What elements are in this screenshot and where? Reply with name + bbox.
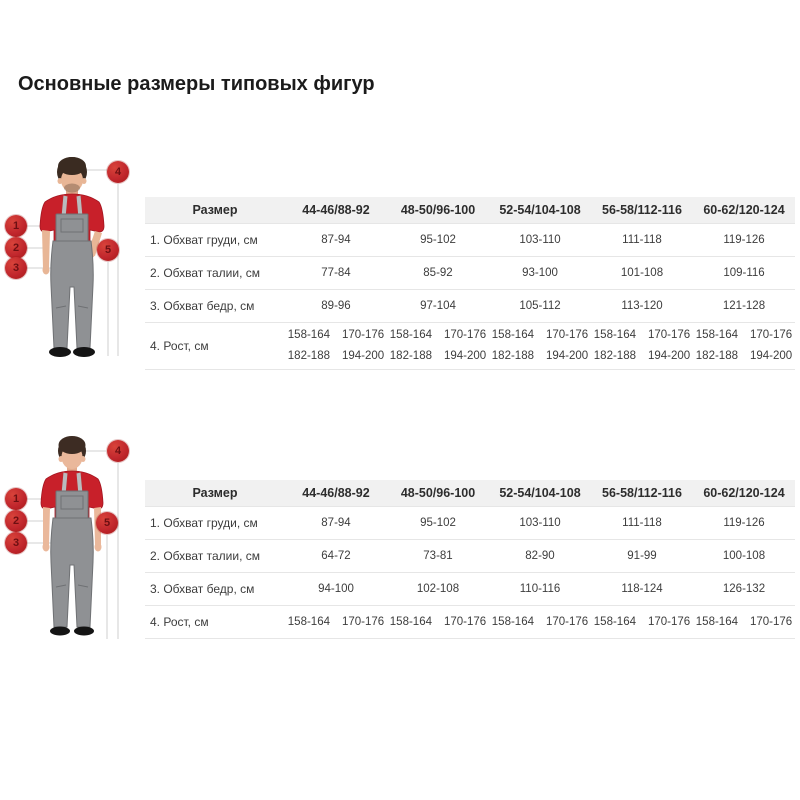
measurement-value-cell [489,540,591,573]
measure-marker-5: 5 [96,512,118,534]
measurement-value-cell [489,606,591,639]
measurement-value: 105-112 [519,299,561,312]
measurement-label: 4. Рост, см [145,323,285,370]
measurement-value: 158-164 [695,329,738,341]
measurement-value: 110-116 [519,582,561,595]
measurement-row [145,573,795,606]
measurement-value-cell [489,290,591,323]
measurement-value: 182-188 [695,350,738,362]
measurement-value-cell [591,573,693,606]
measurement-value: 170-176 [444,615,487,628]
measurement-value: 158-164 [593,615,636,628]
women-figure-block [0,415,140,650]
measurement-value-cell [591,507,693,540]
measurement-value: 194-200 [342,350,385,362]
measurement-value: 121-128 [722,299,766,312]
measurement-value: 194-200 [750,350,793,362]
measurement-value: 170-176 [444,329,487,341]
measurement-label: 2. Обхват талии, см [145,540,285,573]
measurement-value-cell [489,323,591,370]
measurement-value: 64-72 [321,549,351,562]
measurement-value: 194-200 [444,350,487,362]
size-table-header-row [145,197,795,224]
measurement-value-cell [285,257,387,290]
measurement-value: 119-126 [723,516,765,529]
measurement-value-cell [693,290,795,323]
measurement-value-cell [693,606,795,639]
measurement-value: 87-94 [321,516,351,529]
measurement-value-cell [591,323,693,370]
measurement-value: 102-108 [416,582,460,595]
measurement-value: 182-188 [491,350,534,362]
page-title: Основные размеры типовых фигур [18,73,375,95]
measurement-value-cell [489,573,591,606]
measurement-value-cell [387,573,489,606]
measurement-value: 182-188 [389,350,432,362]
size-column-header: 44-46/88-92 [285,197,387,224]
measure-marker-3: 3 [5,257,27,279]
measurement-label: 1. Обхват груди, см [145,224,285,257]
measurement-value: 158-164 [491,615,534,628]
measurement-value: 170-176 [342,329,385,341]
measurement-value: 95-102 [420,233,456,246]
size-column-header: 48-50/96-100 [387,480,489,507]
measurement-value: 113-120 [621,299,663,312]
measurement-value: 158-164 [593,329,636,341]
measurement-value: 111-118 [622,516,662,529]
measurement-value: 95-102 [420,516,456,529]
measurement-value: 73-81 [423,549,453,562]
measurement-value-cell [387,606,489,639]
size-column-header: 60-62/120-124 [693,197,795,224]
measurement-value: 170-176 [750,329,793,341]
measurement-value: 103-110 [519,516,561,529]
measurement-row [145,323,795,370]
measurement-value-cell [591,540,693,573]
measurement-value-cell [693,224,795,257]
measurement-value: 158-164 [491,329,534,341]
measurement-value-cell [285,323,387,370]
measurement-value: 194-200 [648,350,691,362]
size-table-header-row [145,480,795,507]
measurement-value: 158-164 [695,615,738,628]
measurement-value: 103-110 [519,233,561,246]
measurement-label: 1. Обхват груди, см [145,507,285,540]
measurement-value: 93-100 [522,266,558,279]
women-size-table [145,480,795,639]
measurement-value: 170-176 [546,615,589,628]
measurement-value: 89-96 [321,299,351,312]
measurement-value-cell [693,507,795,540]
measurement-value-cell [693,323,795,370]
measure-marker-2: 2 [5,510,27,532]
measurement-value: 126-132 [722,582,766,595]
measurement-value-cell [387,290,489,323]
size-column-header: 60-62/120-124 [693,480,795,507]
measurement-value-cell [489,257,591,290]
size-column-header: 56-58/112-116 [591,480,693,507]
size-header-label: Размер [145,480,285,507]
measurement-value: 94-100 [318,582,354,595]
men-figure-block [0,140,140,370]
measurement-value: 100-108 [722,549,766,562]
measurement-value: 109-116 [723,266,765,279]
measure-marker-5: 5 [97,239,119,261]
measure-marker-3: 3 [5,532,27,554]
measurement-value: 158-164 [287,329,330,341]
measurement-value: 118-124 [621,582,663,595]
measurement-row [145,540,795,573]
measurement-label: 4. Рост, см [145,606,285,639]
measurement-label: 2. Обхват талии, см [145,257,285,290]
measurement-value-cell [489,507,591,540]
measurement-value: 158-164 [389,615,432,628]
size-header-label: Размер [145,197,285,224]
measurement-value: 170-176 [648,329,691,341]
measurement-value-cell [285,224,387,257]
measurement-value: 158-164 [287,615,330,628]
measurement-value: 182-188 [593,350,636,362]
measurement-value: 170-176 [342,615,385,628]
size-column-header: 56-58/112-116 [591,197,693,224]
measurement-row [145,290,795,323]
measurement-label: 3. Обхват бедр, см [145,290,285,323]
size-column-header: 52-54/104-108 [489,197,591,224]
measurement-value-cell [693,573,795,606]
size-column-header: 52-54/104-108 [489,480,591,507]
measurement-value-cell [387,540,489,573]
measurement-value-cell [387,323,489,370]
measurement-value: 119-126 [723,233,765,246]
measurement-value-cell [387,224,489,257]
measurement-value: 194-200 [546,350,589,362]
measure-marker-4: 4 [107,161,129,183]
measurement-value: 87-94 [321,233,351,246]
measurement-value-cell [591,224,693,257]
measurement-value: 182-188 [287,350,330,362]
measurement-value: 101-108 [620,266,664,279]
measurement-value: 170-176 [750,615,793,628]
measurement-value: 91-99 [627,549,657,562]
measurement-row [145,507,795,540]
measurement-row [145,257,795,290]
measurement-value-cell [285,507,387,540]
measurement-value-cell [387,507,489,540]
measurement-value-cell [285,540,387,573]
measurement-label: 3. Обхват бедр, см [145,573,285,606]
measurement-value-cell [285,573,387,606]
measurement-row [145,606,795,639]
measurement-value-cell [387,257,489,290]
measurement-value: 97-104 [420,299,456,312]
measurement-value: 158-164 [389,329,432,341]
men-size-table [145,197,795,370]
measurement-value-cell [489,224,591,257]
measurement-value-cell [591,290,693,323]
size-column-header: 44-46/88-92 [285,480,387,507]
measurement-value-cell [693,540,795,573]
measure-marker-4: 4 [107,440,129,462]
measurement-value: 77-84 [321,266,351,279]
measurement-value-cell [693,257,795,290]
measurement-value-cell [591,257,693,290]
measurement-value: 111-118 [622,233,662,246]
measure-marker-2: 2 [5,237,27,259]
measurement-value: 85-92 [423,266,453,279]
measurement-value: 170-176 [648,615,691,628]
measurement-value-cell [285,290,387,323]
measurement-value: 82-90 [525,549,555,562]
measurement-value-cell [285,606,387,639]
size-column-header: 48-50/96-100 [387,197,489,224]
measurement-value: 170-176 [546,329,589,341]
measurement-value-cell [591,606,693,639]
measure-marker-1: 1 [5,488,27,510]
measurement-row [145,224,795,257]
measure-marker-1: 1 [5,215,27,237]
